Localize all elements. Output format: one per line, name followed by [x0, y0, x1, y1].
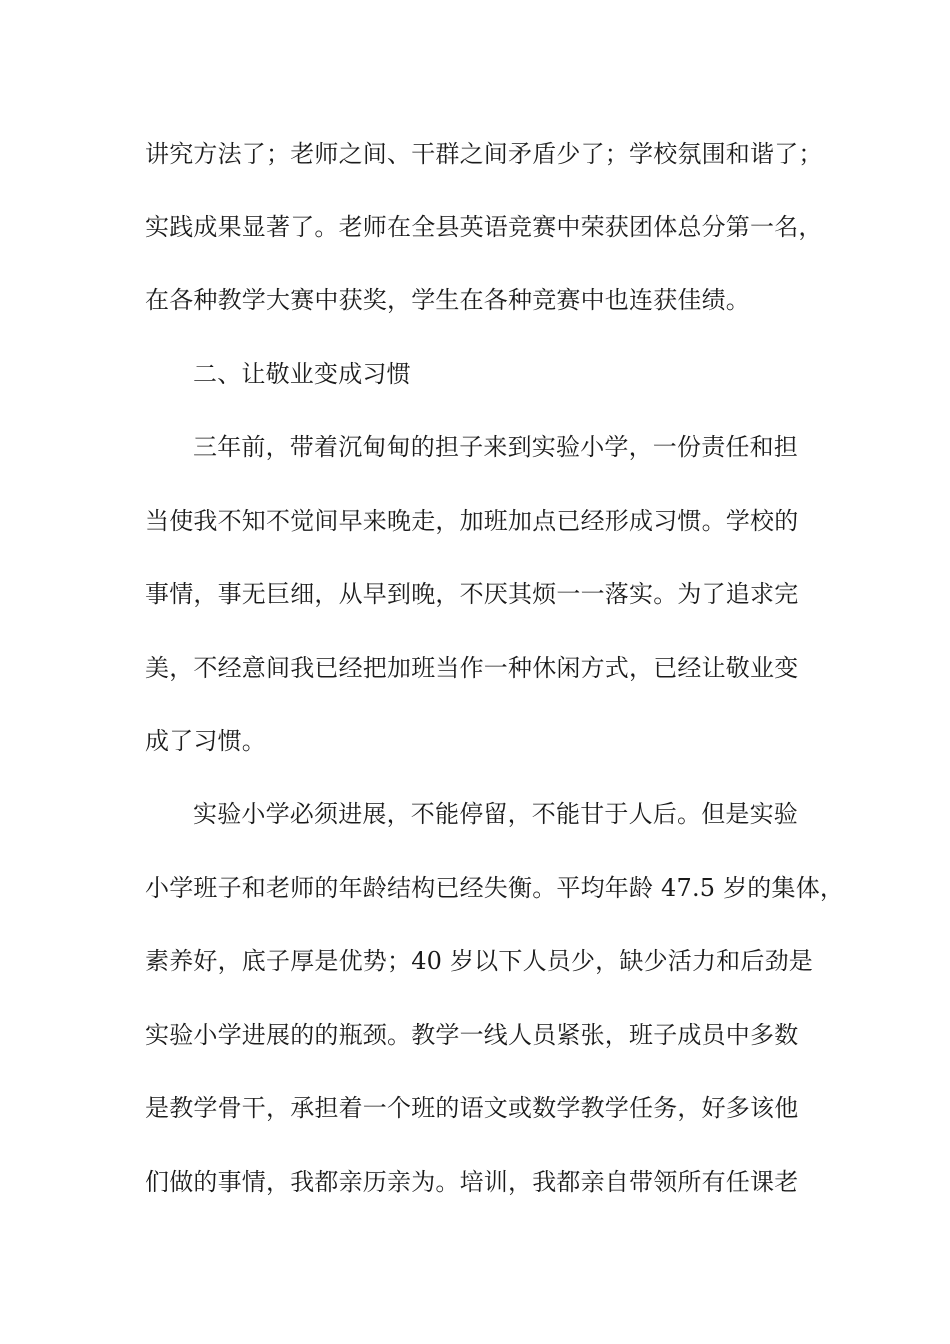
- text-line: 素养好，底子厚是优势；40 岁以下人员少，缺少活力和后劲是: [145, 947, 813, 975]
- text-line: 们做的事情，我都亲历亲为。培训，我都亲自带领所有任课老: [145, 1168, 799, 1196]
- text-line: 美，不经意间我已经把加班当作一种休闲方式，已经让敬业变: [145, 654, 799, 682]
- text-line: 三年前，带着沉甸甸的担子来到实验小学，一份责任和担: [193, 433, 798, 461]
- text-line: 成了习惯。: [145, 727, 266, 755]
- text-line: 在各种教学大赛中获奖，学生在各种竞赛中也连获佳绩。: [145, 286, 750, 314]
- text-line: 当使我不知不觉间早来晚走，加班加点已经形成习惯。学校的: [145, 507, 799, 535]
- text-line: 实验小学必须进展，不能停留，不能甘于人后。但是实验: [193, 800, 798, 828]
- text-line: 实践成果显著了。老师在全县英语竞赛中荣获团体总分第一名，: [145, 213, 823, 241]
- section-heading: 二、让敬业变成习惯: [193, 360, 411, 388]
- text-line: 是教学骨干，承担着一个班的语文或数学教学任务，好多该他: [145, 1094, 799, 1122]
- text-line: 讲究方法了；老师之间、干群之间矛盾少了；学校氛围和谐了；: [145, 140, 823, 168]
- text-line: 事情，事无巨细，从早到晚，不厌其烦一一落实。为了追求完: [145, 580, 799, 608]
- text-line: 小学班子和老师的年龄结构已经失衡。平均年龄 47.5 岁的集体，: [145, 874, 845, 902]
- text-line: 实验小学进展的的瓶颈。教学一线人员紧张，班子成员中多数: [145, 1021, 799, 1049]
